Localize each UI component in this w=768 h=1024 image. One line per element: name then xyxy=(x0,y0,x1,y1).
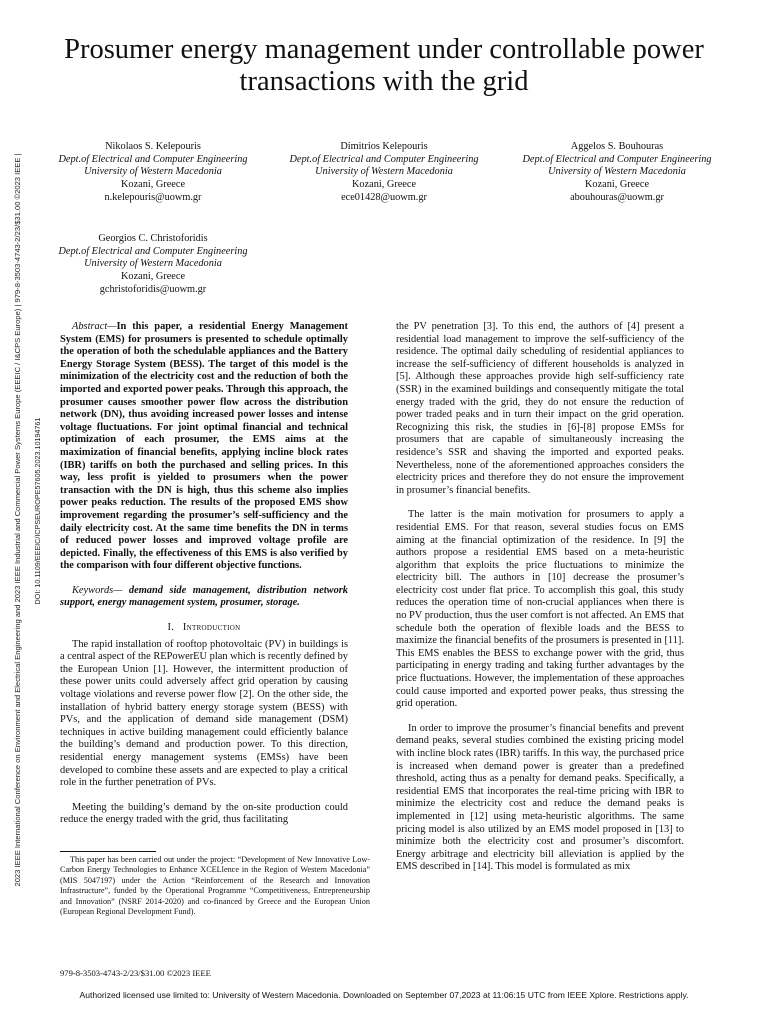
author-name: Nikolaos S. Kelepouris xyxy=(105,141,201,152)
author-email: ece01428@uowm.gr xyxy=(341,191,427,203)
author-city: Kozani, Greece xyxy=(120,179,186,191)
right-paragraph-3: In order to improve the prosumer’s financial benefits and prevent demand peaks, several studies combined the existing pricing model with incline block rates (IBR) tariffs. In this way, the purchased price is increased when demand power is greater than a predefined threshold, acting thus as a penalty for demand peaks. Specifically, a residential EMS that incorporates the real-time pricing with IBR to minimize the electricity cost and reduce the demand peaks is implemented in [12] using meta-heuristic algorithms. The same pricing model is also utilized by an EMS model proposed in [13] to minimize both the electricity cost and prosumer’s discomfort. Energy arbitrage and electricity bill alleviation is applied by the EMS described in [14]. This model is formulated as mix xyxy=(396,722,684,873)
author-block-4 xyxy=(48,233,258,297)
section-heading-introduction xyxy=(60,622,348,635)
author-email: abouhouras@uowm.gr xyxy=(570,191,664,203)
author-univ: University of Western Macedonia xyxy=(84,258,222,270)
right-paragraph-1: the PV penetration [3]. To this end, the authors of [4] present a residential load management to improve the self-sufficiency of the residence. The optimal daily scheduling of residential appliances to increase the self-sufficiency of different households is analyzed in [5]. Although these approaches provide high self-sufficiency rate (SSR) in the examined buildings and consequently mitigate the total energy traded with the grid, they do not ensure the reduction of power traded peaks and in turn their impact on the grid operation. Recognizing this risk, the studies in [6]-[8] propose EMSs for prosumers that are capable of simultaneously increasing the residence’s SSR and shaving the imported and exported peaks. Nevertheless, none of the aforementioned approaches considers the electricity prices and therefore they do not ensure the improvement in prosumer’s financial benefits. xyxy=(396,321,684,496)
author-city: Kozani, Greece xyxy=(120,271,186,283)
author-city: Kozani, Greece xyxy=(351,179,417,191)
author-block-3 xyxy=(512,141,722,205)
author-univ: University of Western Macedonia xyxy=(548,166,686,178)
intro-paragraph-1: The rapid installation of rooftop photovoltaic (PV) in buildings is a central aspect of the REPowerEU plan which is recently defined by the European Union [1]. However, the intermittent production of these power units could adversely affect grid operation by causing voltage violations and reverse power flow [2]. On the other side, the installation of hybrid battery energy storage system (BESS) with PVs, and the application of demand side management (DSM) techniques in active building management could efficiently balance the building’s demand and production power. To this direction, residential energy management systems (EMSs) have been developed to combine these assets and are expected to play a critical role in the further penetration of PVs. xyxy=(60,638,348,789)
author-block-1 xyxy=(48,141,258,205)
author-univ: University of Western Macedonia xyxy=(84,166,222,178)
doi-side-strip: DOI: 10.1109/EEEIC/ICPSEUROPE57605.2023.10194761 xyxy=(33,417,42,605)
author-dept: Dept.of Electrical and Computer Engineering xyxy=(58,153,248,165)
right-paragraph-2: The latter is the main motivation for prosumers to apply a residential EMS. For that reason, several studies focus on EMS aiming at the financial optimization of the residence. In [9] the authors propose a residential EMS based on a meta-heuristic algorithm that exploits the price fluctuations to minimize the electricity bill. The authors in [10] decrease the prosumer’s electricity cost under flat price. To accomplish this goal, this study reduces the operation time of non-crucial appliances when there is no PV production, thus the user comfort is not affected. An EMS that schedule both the operation of flexible loads and the BESS to maximize the financial benefits of the prosumers is presented in [11]. This EMS enables the BESS to exchange power with the grid, thus participating in energy trading and taking further advantages by the price fluctuations. However, the implementation of these approaches could cause imported and exported power peaks, thus stressing the grid operation. xyxy=(396,509,684,710)
author-name: Georgios C. Christoforidis xyxy=(98,233,208,244)
abstract xyxy=(60,321,348,573)
paper-title: Prosumer energy management under controllable power transactions with the grid xyxy=(64,34,704,97)
funding-footnote: This paper has been carried out under the project: “Development of New Innovative Low-Carbon Energy Technologies to Enhance XCELlence in the Region of Western Macedonia” (MIS 5047197) under the Action “Reinforcement of the Research and Innovation Infrastructure”, funded by the Operational Programme “Competitiveness, Entrepreneurship and Innovation” (NSRF 2014-2020) and co-financed by Greece and the European Union (European Regional Development Fund). xyxy=(60,855,370,917)
section-title: Introduction xyxy=(182,622,241,634)
author-dept: Dept.of Electrical and Computer Engineering xyxy=(289,153,479,165)
right-column xyxy=(396,321,684,874)
footnote-divider xyxy=(60,851,156,852)
author-email: n.kelepouris@uowm.gr xyxy=(104,191,202,203)
abstract-text: In this paper, a residential Energy Management System (EMS) for prosumers is presented to schedule optimally the operation of both the schedulable appliances and the Battery Energy Storage System (BESS). The target of this model is the minimization of the electricity cost and the reduction of both the imported and exported power peaks. Through this approach, the prosumer causes smoother power flow across the distribution network (DN), thus avoiding increased power losses and intense voltage fluctuations. For joint optimal financial and technical optimization of each prosumer, the EMS aims at the maximization of financial benefits, applying incline block rates (IBR) tariffs on both the purchased and selling prices. In this way, less profit is yielded to prosumers when the power transaction with the DN is high, thus this scheme also implies power peaks reduction. The results of the proposed EMS show improvement regarding the prosumer’s self-sufficiency and the daily electricity cost. At the same time benefits the DN in terms of reduced power losses and improved voltage profile are depicted. Finally, the effectiveness of this EMS is also verified by the comparison with four different objective functions. xyxy=(60,321,348,572)
abstract-label: Abstract— xyxy=(72,321,117,332)
keywords-label: Keywords— xyxy=(72,584,123,596)
keywords xyxy=(60,585,348,610)
author-dept: Dept.of Electrical and Computer Engineering xyxy=(522,153,712,165)
author-name: Aggelos S. Bouhouras xyxy=(570,141,664,152)
intro-paragraph-2: Meeting the building’s demand by the on-site production could reduce the energy traded with the grid, thus facilitating xyxy=(60,801,348,826)
author-email: gchristoforidis@uowm.gr xyxy=(99,283,207,295)
author-name: Dimitrios Kelepouris xyxy=(340,141,428,152)
license-footer: Authorized licensed use limited to: University of Western Macedonia. Downloaded on September 07,2023 at 11:06:15 UTC from IEEE Xplore. Restrictions apply. xyxy=(79,990,689,1000)
isbn-line: 979-8-3503-4743-2/23/$31.00 ©2023 IEEE xyxy=(60,968,211,978)
section-number: I. xyxy=(167,622,175,634)
left-column xyxy=(60,321,348,827)
author-city: Kozani, Greece xyxy=(584,179,650,191)
conference-side-strip: 2023 IEEE International Conference on Environment and Electrical Engineering and 2023 IEEE Industrial and Commercial Power Systems Europe (EEEIC / I&CPS Europe) | 979-8-3503-4743-2/23/$31.00 ©2023 IEEE | xyxy=(13,153,22,887)
author-dept: Dept.of Electrical and Computer Engineering xyxy=(58,245,248,257)
keywords-text: demand side management, distribution network support, energy management system, prosumer, storage. xyxy=(60,584,348,609)
author-block-2 xyxy=(279,141,489,205)
author-univ: University of Western Macedonia xyxy=(315,166,453,178)
